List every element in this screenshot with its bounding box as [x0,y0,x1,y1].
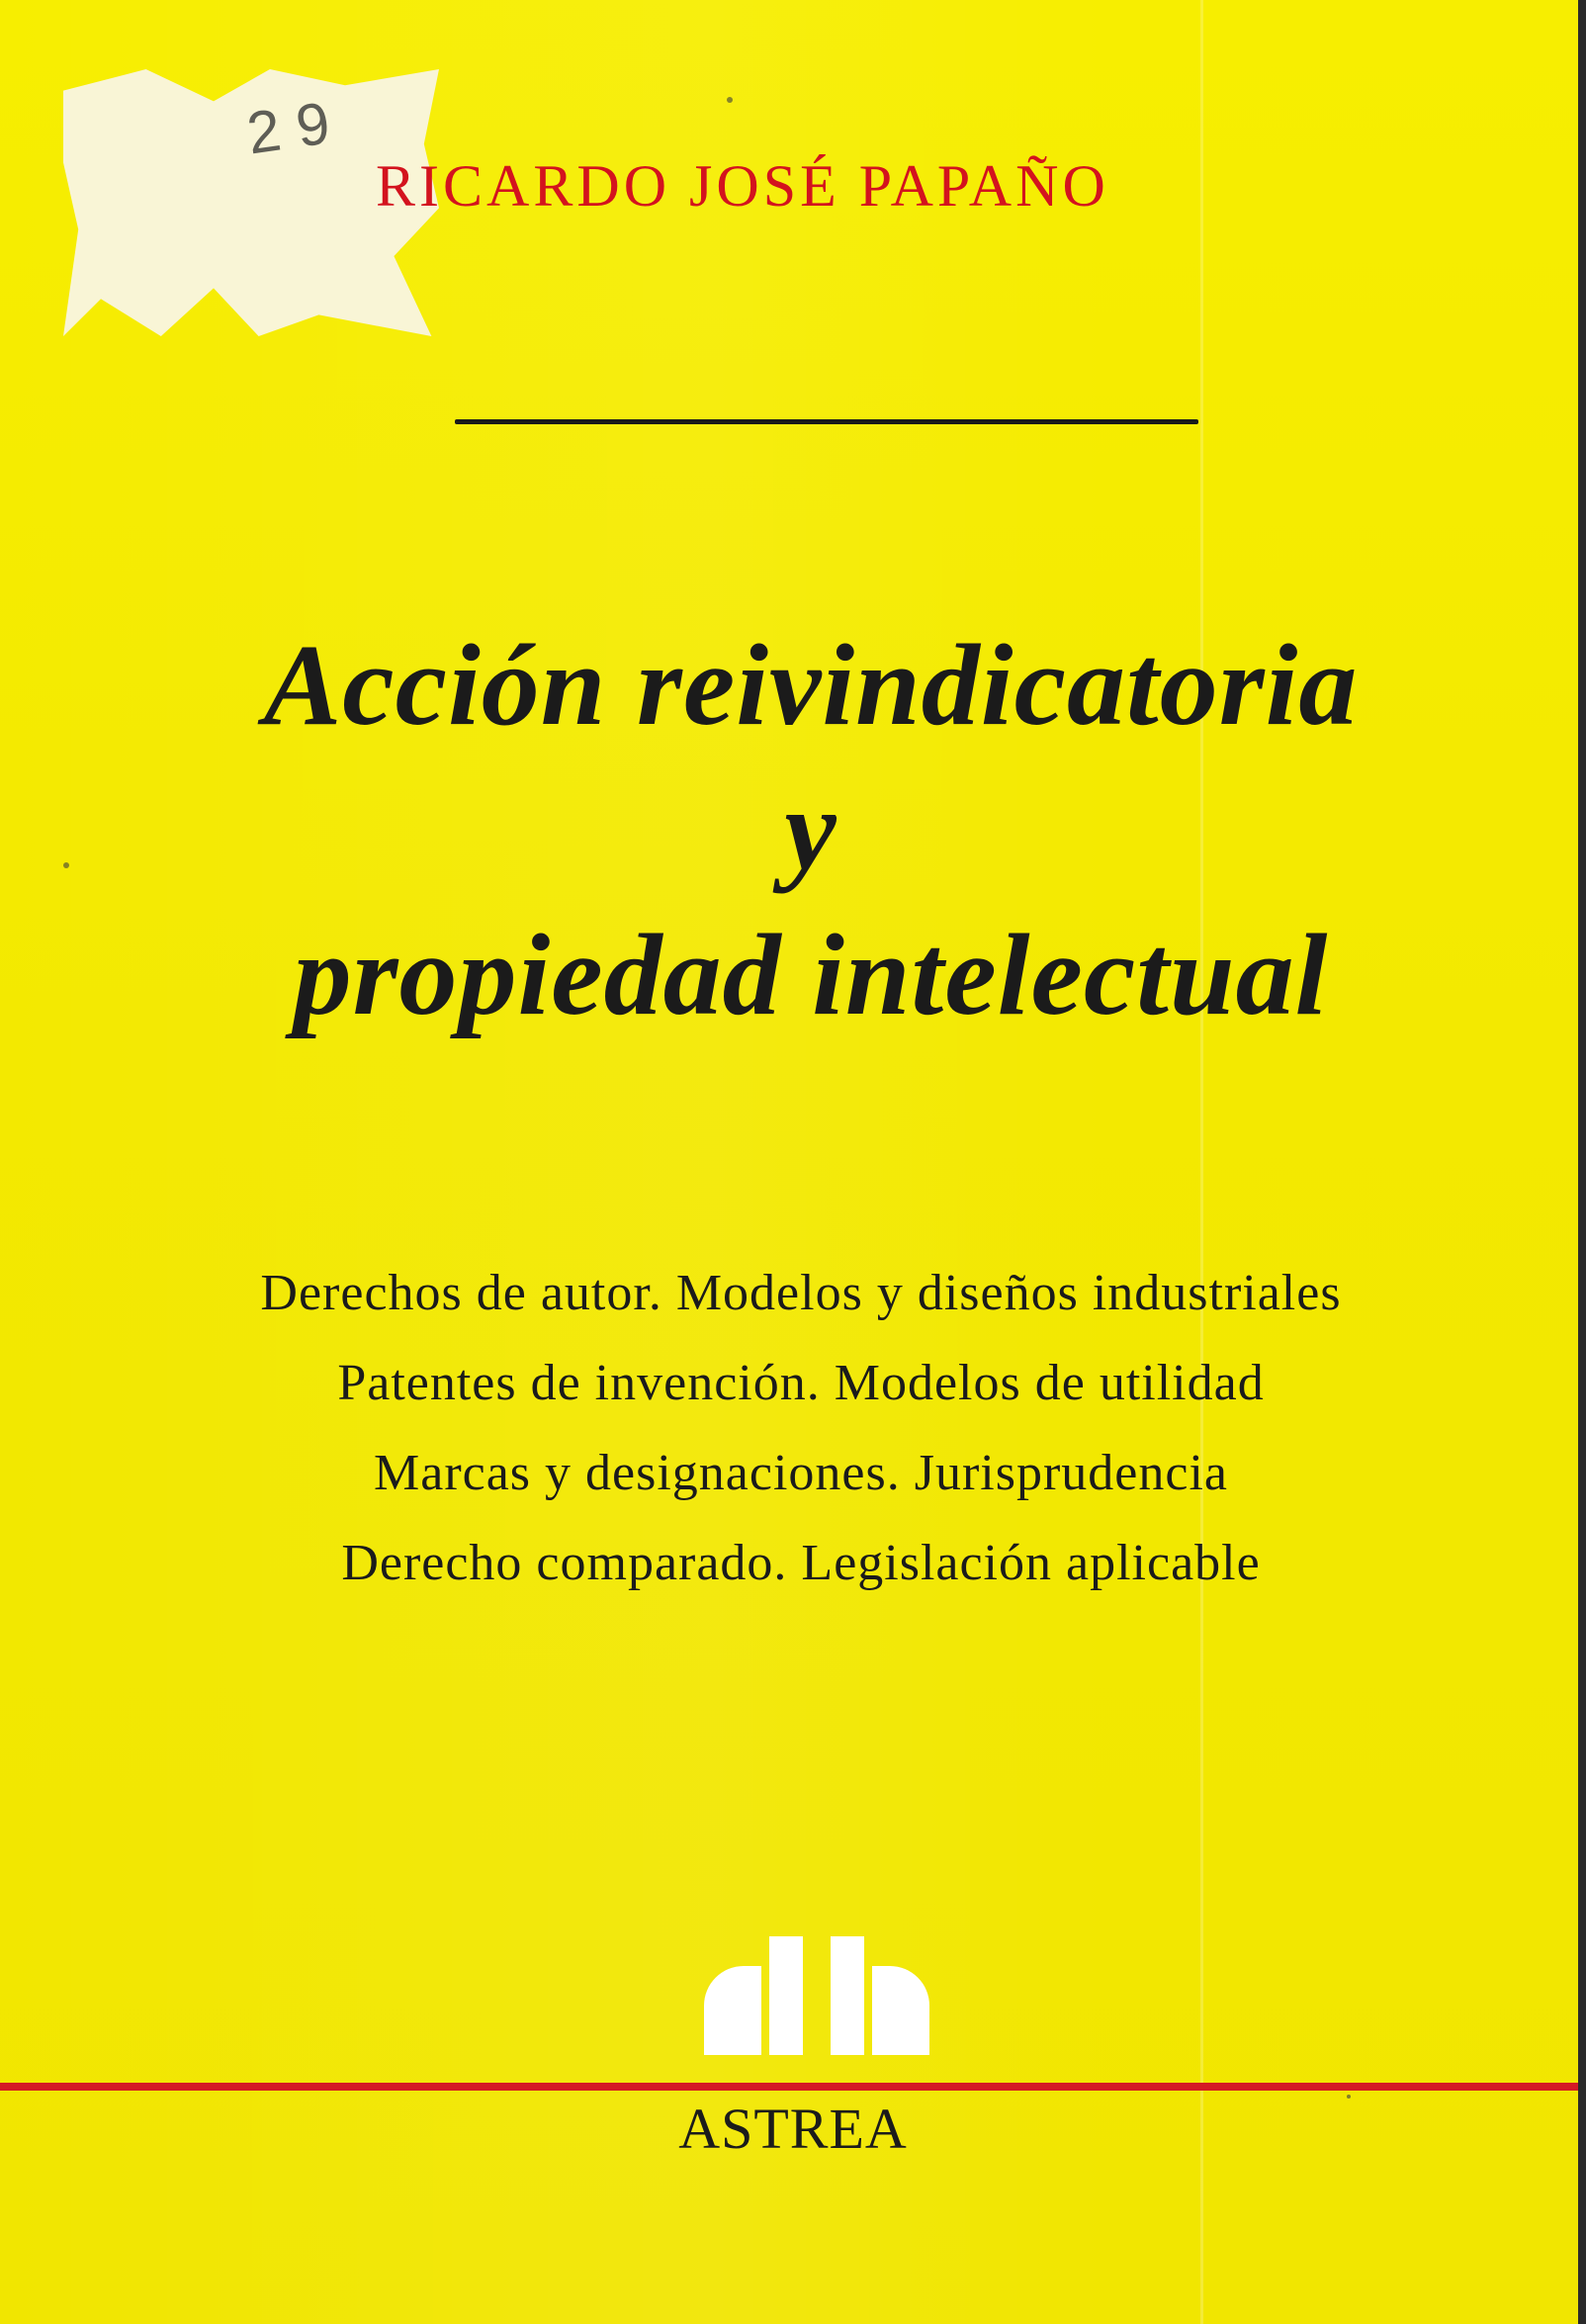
book-title [69,613,1552,1047]
title-line-1: Acción reivindicatoria [263,620,1359,750]
title-line-3: propiedad intelectual [293,909,1329,1039]
paper-speck [727,97,733,103]
subtitle-topics [79,1248,1523,1608]
author-name: RICARDO JOSÉ PAPAÑO [376,153,1109,219]
sticker-number: 2 9 [242,89,334,167]
title-line-2: y [784,764,837,895]
spine-fold-line [1200,0,1203,2324]
cover-edge [1578,0,1586,2324]
subtitle-line-4: Derecho comparado. Legislación aplicable [341,1535,1261,1591]
subtitle-line-2: Patentes de invención. Modelos de utilidad [337,1355,1265,1411]
subtitle-line-3: Marcas y designaciones. Jurisprudencia [374,1445,1228,1501]
divider-rule [455,419,1198,424]
paper-speck [63,862,69,868]
publisher-logo-icon [692,1936,949,2055]
publisher-name: ASTREA [678,2097,908,2161]
paper-speck [1347,2095,1351,2099]
publisher-rule [0,2083,1578,2091]
subtitle-line-1: Derechos de autor. Modelos y diseños industriales [260,1265,1342,1321]
